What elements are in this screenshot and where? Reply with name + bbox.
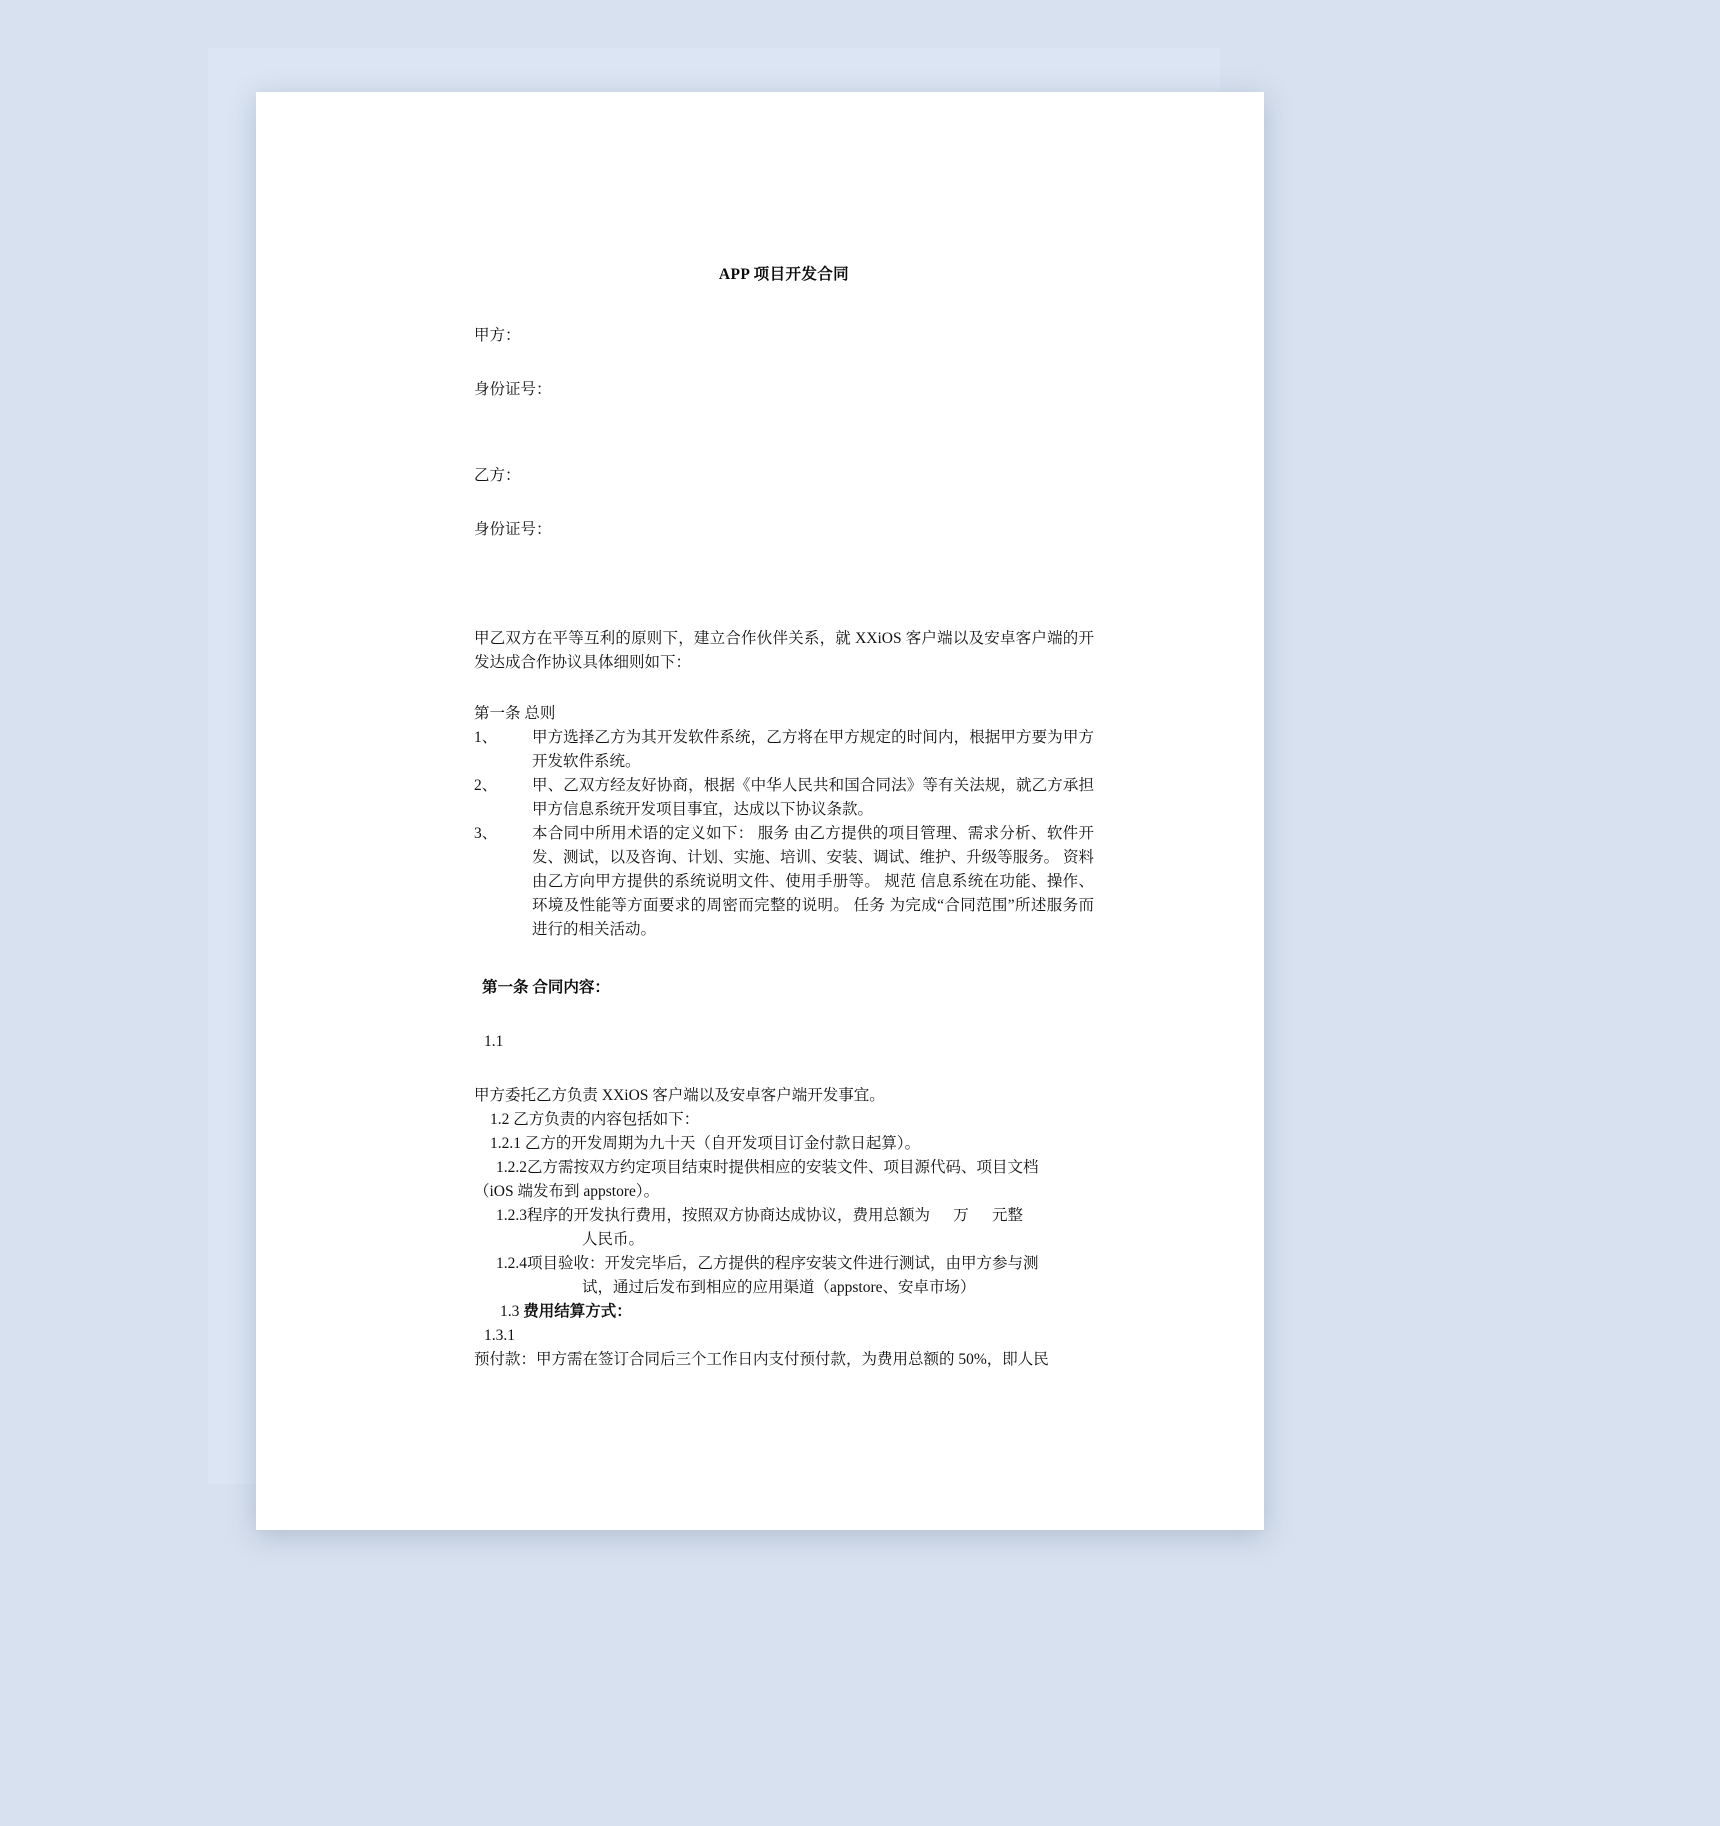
section-contract-heading: 第一条 合同内容：	[482, 979, 610, 997]
clause-1-2-4-marker: 1.2.4	[496, 1255, 527, 1273]
clause-1-1-number: 1.1	[484, 1033, 504, 1051]
intro-paragraph: 甲乙双方在平等互利的原则下，建立合作伙伴关系，就 XXiOS 客户端以及安卓客户端的开发达成合作协议具体细则如下：	[474, 630, 1094, 672]
clause-1-2-3-continuation: 人民币。	[582, 1231, 645, 1249]
general-terms-list	[474, 726, 1094, 942]
clause-1-2-2-text: 乙方需按双方约定项目结束时提供相应的安装文件、项目源代码、项目文档	[527, 1159, 1039, 1177]
party-a-id-label: 身份证号：	[474, 381, 552, 399]
clause-1-3-title: 费用结算方式：	[523, 1303, 632, 1321]
section-general-heading: 第一条 总则	[474, 704, 556, 722]
clause-1-1-text: 甲方委托乙方负责 XXiOS 客户端以及安卓客户端开发事宜。	[474, 1087, 885, 1105]
clause-1-2-3-marker: 1.2.3	[496, 1207, 527, 1225]
party-a-label: 甲方：	[474, 327, 521, 344]
list-item-marker: 3、	[474, 825, 498, 843]
clause-1-2-4-continuation: 试，通过后发布到相应的应用渠道（appstore、安卓市场）	[582, 1279, 976, 1297]
list-item-text: 本合同中所用术语的定义如下： 服务 由乙方提供的项目管理、需求分析、软件开发、测试，以及咨询、计划、实施、培训、安装、调试、维护、升级等服务。 资料 由乙方向甲方提供的系统说明文件、使用手册等。 规范 信息系统在功能、操作、环境及性能等方面要求的周密而完整的说明。 任务 为完成“合同范围”所述服务而进行的相关活动。	[532, 825, 1094, 939]
clause-1-2-2-continuation: （iOS 端发布到 appstore）。	[474, 1183, 660, 1201]
list-item-marker: 1、	[474, 728, 498, 746]
clause-1-2-2	[474, 1156, 1094, 1180]
list-item	[474, 774, 1094, 822]
list-item	[474, 726, 1094, 774]
clause-1-2-3-text: 程序的开发执行费用，按照双方协商达成协议，费用总额为 万 元整	[527, 1207, 1024, 1225]
party-b-id-label: 身份证号：	[474, 520, 552, 538]
clause-1-2-4	[474, 1252, 1094, 1276]
list-item-text: 甲方选择乙方为其开发软件系统，乙方将在甲方规定的时间内，根据甲方要为甲方开发软件系统。	[532, 728, 1094, 770]
document-page	[256, 92, 1264, 1530]
clause-1-3-1-text: 预付款：甲方需在签订合同后三个工作日内支付预付款，为费用总额的 50%，即人民	[474, 1351, 1049, 1369]
document-title: APP 项目开发合同	[718, 266, 850, 283]
page-content	[474, 262, 1094, 1372]
list-item	[474, 822, 1094, 942]
clause-1-3-1-number: 1.3.1	[484, 1327, 515, 1345]
clause-1-3	[500, 1300, 1094, 1324]
party-b-label: 乙方：	[474, 466, 521, 484]
list-item-marker: 2、	[474, 777, 498, 795]
clause-1-2-2-marker: 1.2.2	[496, 1159, 527, 1177]
clause-1-3-number: 1.3	[500, 1303, 524, 1321]
clause-1-2: 1.2 乙方负责的内容包括如下：	[490, 1111, 700, 1129]
clause-1-2-1: 1.2.1 乙方的开发周期为九十天（自开发项目订金付款日起算）。	[490, 1135, 921, 1153]
clause-1-2-3	[474, 1204, 1094, 1228]
list-item-text: 甲、乙双方经友好协商，根据《中华人民共和国合同法》等有关法规，就乙方承担甲方信息系统开发项目事宜，达成以下协议条款。	[532, 777, 1094, 819]
clause-1-2-4-text: 项目验收：开发完毕后，乙方提供的程序安装文件进行测试，由甲方参与测	[527, 1255, 1039, 1273]
